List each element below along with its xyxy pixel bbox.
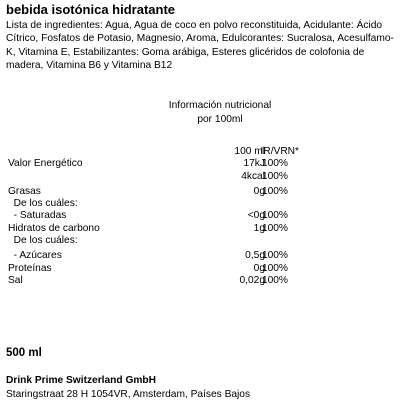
nutrition-row-energy-kcal	[0, 171, 400, 183]
nutrition-row-of-which	[0, 235, 400, 247]
product-title: bebida isotónica hidratante	[6, 2, 176, 17]
nutrition-heading	[150, 99, 290, 127]
nutrition-vrn: 100%	[261, 210, 288, 222]
nutrition-vrn: 100%	[261, 250, 288, 262]
nutrition-row-saturated	[0, 210, 400, 222]
nutrition-vrn: 100%	[261, 158, 288, 170]
nutrition-label: - Saturadas	[8, 210, 67, 222]
nutrition-row-carbohydrates	[0, 223, 400, 235]
nutrition-label: Sal	[8, 274, 23, 286]
nutrition-heading-title: Información nutricional	[168, 100, 272, 111]
nutrition-value: 17kJ	[243, 158, 265, 170]
ingredients-list: Lista de ingredientes: Agua, Agua de coco en polvo reconstituida, Acidulante: Ácido Cítrico, Fosfatos de Potasio, Magnesio, Aroma, Edulcorantes: Sucralosa, Acesulfamo-K, Vitamina E, Estabilizantes: Goma arábiga, Esteres glicéridos de colofonia de madera, Vitamina B6 y Vitamina B12	[6, 20, 394, 72]
nutrition-row-sugars	[0, 250, 400, 262]
nutrition-value: 100 ml	[234, 146, 265, 157]
nutrition-value: 4kcal	[241, 170, 265, 182]
net-volume: 500 ml	[6, 347, 42, 359]
nutrition-vrn: 100%	[261, 185, 288, 197]
nutrition-vrn: 100%	[261, 262, 288, 274]
nutrition-vrn: IR/VRN*	[260, 146, 299, 157]
nutrition-label: Proteínas	[8, 262, 52, 274]
nutrition-value: 0g	[253, 262, 265, 274]
nutrition-row-fat	[0, 186, 400, 198]
nutrition-vrn: 100%	[261, 170, 288, 182]
manufacturer-address: Staringstraat 28 H 1054VR, Amsterdam, Países Bajos	[6, 389, 251, 400]
nutrition-vrn: 100%	[261, 274, 288, 286]
manufacturer-name: Drink Prime Switzerland GmbH	[6, 375, 157, 386]
nutrition-value: 0g	[253, 185, 265, 197]
nutrition-label: Grasas	[8, 185, 41, 197]
nutrition-value: <0g	[247, 210, 265, 222]
nutrition-row-energy-kj	[0, 158, 400, 170]
nutrition-value: 0,02g	[239, 274, 265, 286]
nutrition-table	[0, 146, 400, 287]
nutrition-label: De los cuáles:	[8, 198, 78, 210]
nutrition-label: Valor Energético	[8, 158, 83, 170]
nutrition-row-of-which	[0, 198, 400, 210]
nutrition-value: 0,5g	[245, 250, 265, 262]
nutrition-value: 1g	[253, 222, 265, 234]
nutrition-label: - Azúcares	[8, 250, 62, 262]
nutrition-label: De los cuáles:	[8, 235, 78, 247]
nutrition-row-protein	[0, 263, 400, 275]
nutrition-heading-subtitle: por 100ml	[197, 114, 243, 125]
nutrition-header-row	[0, 146, 400, 158]
nutrition-row-salt	[0, 275, 400, 287]
nutrition-vrn: 100%	[261, 222, 288, 234]
nutrition-label: Hidratos de carbono	[8, 222, 100, 234]
